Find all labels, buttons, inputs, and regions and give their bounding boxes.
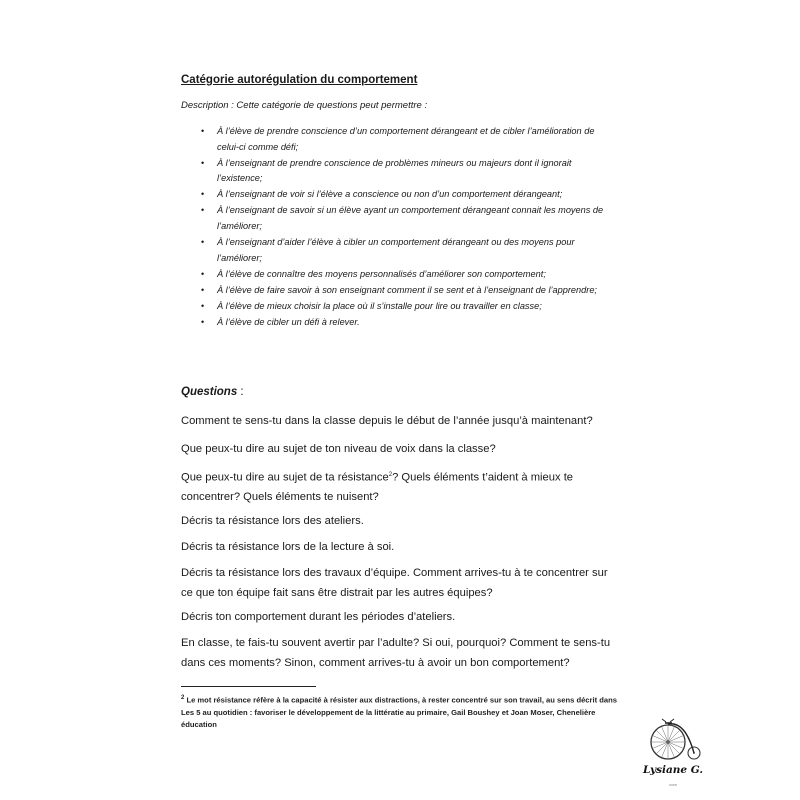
question: En classe, te fais-tu souvent avertir par l’adulte? Si oui, pourquoi? Comment te sens-tu dans ces moments? Sinon, comment arrives-tu à avoir un bon comportement? <box>181 637 611 669</box>
question: Comment te sens-tu dans la classe depuis le début de l’année jusqu’à maintenant? <box>181 415 593 427</box>
question: Décris ta résistance lors des travaux d’équipe. Comment arrives-tu à te concentrer sur ce que ton équipe fait sans être distrait par les autres équipes? <box>181 567 608 599</box>
footnote: $^2$ Le mot résistance réfère à la capacité à résister aux distractions, à rester concentré sur son travail, au sens décrit dans Les 5 au quotidien : favoriser le développement de la littératie au primaire, Gail Boushey et Joan Moser, Chenelière éducation <box>181 695 617 730</box>
logo-signature: Lysiane G. <box>642 764 704 776</box>
list-item: • À l’enseignant de savoir si un élève ayant un comportement dérangeant connait les moyens de l’améliorer; <box>201 205 604 232</box>
question: Décris ta résistance lors des ateliers. <box>181 515 364 527</box>
footnote-divider <box>181 686 316 687</box>
bullet-icon: • <box>201 189 205 200</box>
bullet-icon: • <box>201 301 205 312</box>
objectives-list <box>181 124 611 331</box>
question: Décris ta résistance lors de la lecture à soi. <box>181 541 395 553</box>
bullet-icon: • <box>201 205 205 216</box>
bullet-icon: • <box>201 268 205 279</box>
questions-heading: Questions : <box>181 386 244 398</box>
category-title: Catégorie autorégulation du comportement <box>181 74 418 86</box>
bullet-icon: • <box>201 126 205 136</box>
footnote-ref: 2 <box>388 472 393 478</box>
description: Description : Cette catégorie de questions peut permettre : <box>181 100 428 111</box>
logo-subtext: com <box>669 782 677 787</box>
list-item: • À l’élève de faire savoir à son enseignant comment il se sent et à l’enseignant de l’apprendre; <box>181 283 611 299</box>
list-item: • À l’enseignant de prendre conscience de problèmes mineurs ou majeurs dont il ignorait l’existence; <box>201 157 572 184</box>
bullet-icon: • <box>201 157 205 168</box>
question: Que peux-tu dire au sujet de ton niveau de voix dans la classe? <box>181 443 496 455</box>
question: Que peux-tu dire au sujet de ta résistance$^2$? Quels éléments t’aident à mieux te concentrer? Quels éléments te nuisent? <box>181 471 574 504</box>
list-item: • À l’élève de connaître des moyens personnalisés d’améliorer son comportement; <box>181 267 611 283</box>
question: Décris ton comportement durant les périodes d’ateliers. <box>181 611 456 623</box>
author-logo <box>632 712 714 796</box>
list-item: • À l’élève de mieux choisir la place où il s’installe pour lire ou travailler en classe; <box>181 299 611 315</box>
bullet-icon: • <box>201 237 205 248</box>
list-item: • À l’élève de cibler un défi à relever. <box>181 315 611 331</box>
penny-farthing-bicycle-icon <box>632 712 714 764</box>
list-item: • À l’enseignant d’aider l’élève à cibler un comportement dérangeant ou des moyens pour l’améliorer; <box>201 237 575 263</box>
list-item: • À l’enseignant de voir si l’élève a conscience ou non d’un comportement dérangeant; <box>181 187 611 203</box>
list-item: • À l’élève de prendre conscience d’un comportement dérangeant et de cibler l’amélioration de celui-ci comme défi; <box>201 126 595 152</box>
bullet-icon: • <box>201 284 205 295</box>
bullet-icon: • <box>201 317 205 328</box>
